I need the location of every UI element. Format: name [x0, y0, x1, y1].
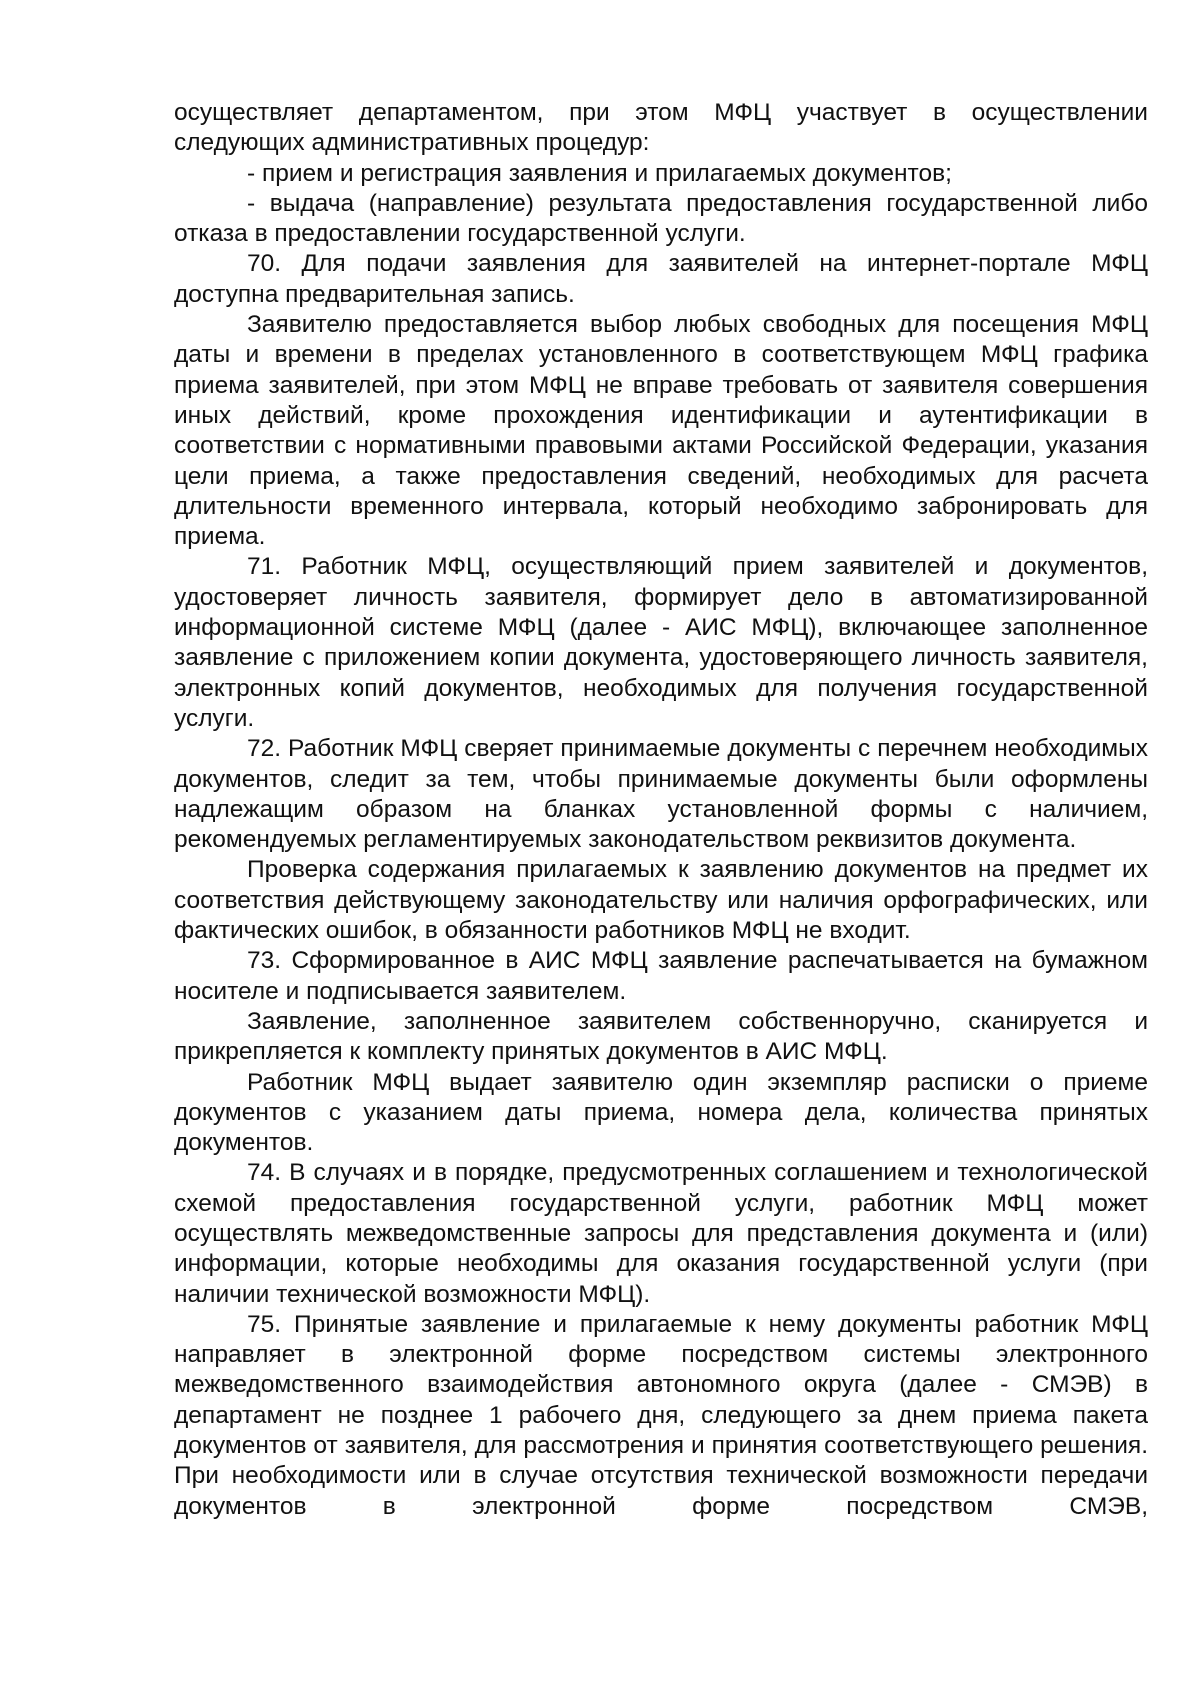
paragraph-75: 75. Принятые заявление и прилагаемые к нему документы работник МФЦ направляет в электронной форме посредством системы электронного межведомственного взаимодействия автономного округа (далее - СМЭВ) в департамент не позднее 1 рабочего дня, следующего за днем приема пакета документов от заявителя, для рассмотрения и принятия соответствующего решения. При необходимости или в случае отсутствия технической возможности передачи документов в электронной форме посредством СМЭВ,	[174, 1310, 1148, 1520]
paragraph-73: 73. Сформированное в АИС МФЦ заявление распечатывается на бумажном носителе и подписывается заявителем.	[174, 947, 1148, 1005]
paragraph-72-continued: Проверка содержания прилагаемых к заявлению документов на предмет их соответствия действующему законодательству или наличия орфографических, или фактических ошибок, в обязанности работников МФЦ не входит.	[174, 856, 1148, 945]
paragraph-70: 70. Для подачи заявления для заявителей на интернет-портале МФЦ доступна предварительная запись.	[174, 250, 1148, 308]
paragraph-73-continued-1: Заявление, заполненное заявителем собственноручно, сканируется и прикрепляется к комплекту принятых документов в АИС МФЦ.	[174, 1007, 1148, 1066]
paragraph-72: 72. Работник МФЦ сверяет принимаемые документы с перечнем необходимых документов, следит за тем, чтобы принимаемые документы были оформлены надлежащим образом на бланках установленной формы с наличием, рекомендуемых регламентируемых законодательством реквизитов документа.	[174, 735, 1148, 854]
paragraph-70-continued: Заявителю предоставляется выбор любых свободных для посещения МФЦ даты и времени в пределах установленного в соответствующем МФЦ графика приема заявителей, при этом МФЦ не вправе требовать от заявителя совершения иных действий, кроме прохождения идентификации и аутентификации в соответствии с нормативными правовыми актами Российской Федерации, указания цели приема, а также предоставления сведений, необходимых для расчета длительности временного интервала, который необходимо забронировать для приема.	[174, 311, 1148, 551]
paragraph-list-item-1: - прием и регистрация заявления и прилагаемых документов;	[247, 159, 952, 187]
paragraph-71: 71. Работник МФЦ, осуществляющий прием заявителей и документов, удостоверяет личность заявителя, формирует дело в автоматизированной информационной системе МФЦ (далее - АИС МФЦ), включающее заполненное заявление с приложением копии документа, удостоверяющего личность заявителя, электронных копий документов, необходимых для получения государственной услуги.	[174, 553, 1148, 732]
paragraph-list-item-2: - выдача (направление) результата предоставления государственной либо отказа в предоставлении государственной услуги.	[174, 189, 1148, 248]
paragraph-74: 74. В случаях и в порядке, предусмотренных соглашением и технологической схемой предоставления государственной услуги, работник МФЦ может осуществлять межведомственные запросы для представления документа и (или) информации, которые необходимы для оказания государственной услуги (при наличии технической возможности МФЦ).	[174, 1159, 1148, 1308]
paragraph-intro: осуществляет департаментом, при этом МФЦ участвует в осуществлении следующих административных процедур:	[174, 99, 1148, 157]
paragraph-73-continued-2: Работник МФЦ выдает заявителю один экземпляр расписки о приеме документов с указанием даты приема, номера дела, количества принятых документов.	[174, 1068, 1148, 1157]
document-body	[174, 98, 1148, 1522]
